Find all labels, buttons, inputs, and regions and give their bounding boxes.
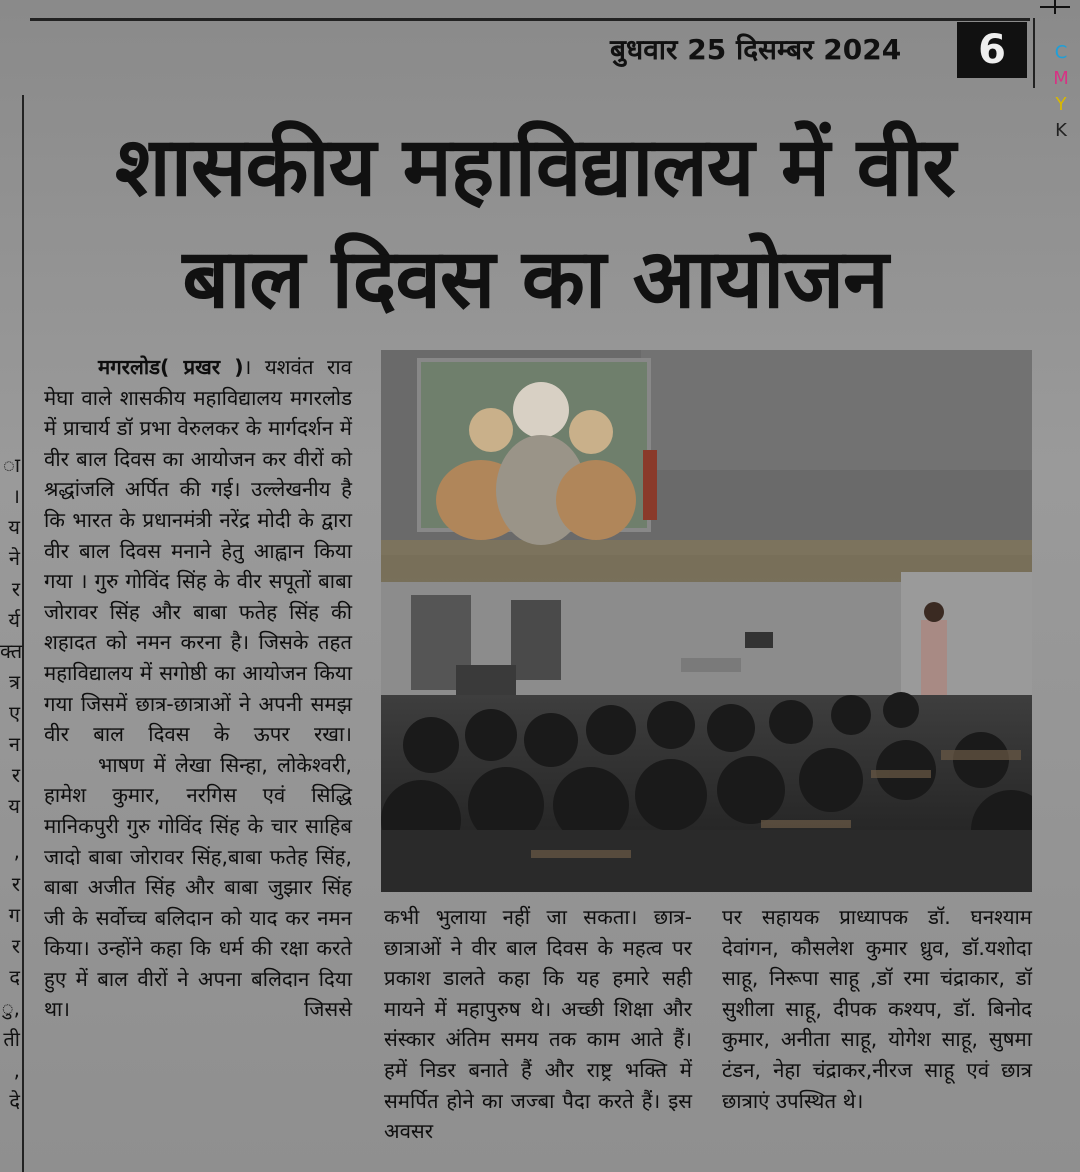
event-photo [381, 350, 1032, 892]
paragraph-2-text: भाषण में लेखा सिन्हा, लोकेश्वरी, हामेश कुमार, नरगिस एवं सिद्धि मानिकपुरी गुरु गोविंद सिंह के चार साहिब जादो बाबा जोरावर सिंह,बाबा फतेह सिंह, बाबा अजीत सिंह और बाबा जुझार सिंह जी के सर्वोच्च बलिदान को याद कर नमन किया। उन्होंने कहा कि धर्म की रक्षा करते हुए में बाल वीरों ने अपना बलिदान दिया था। जिससे [44, 752, 352, 1022]
fragment: । [12, 484, 20, 508]
top-border-rule [30, 18, 1030, 21]
right-border-rule [1033, 18, 1035, 88]
fragment: र [11, 763, 20, 787]
seminar-hall-photo-icon [381, 350, 1032, 892]
fragment: ने [8, 546, 20, 570]
fragment: , [13, 1058, 20, 1082]
fragment: द [9, 965, 20, 989]
fragment: न [8, 732, 20, 756]
lead-text: । यशवंत राव मेघा वाले शासकीय महाविद्यालय मगरलोड में प्राचार्य डॉ प्रभा वेरुलकर के मार्गदर्शन में वीर बाल दिवस का आयोजन कर वीरों को श्रद्धांजलि अर्पित की गई। उल्लेखनीय है कि भारत के प्रधानमंत्री नरेंद्र मोदी के द्वारा वीर बाल दिवस मनाने हेतु आह्वान किया गया । गुरु गोविंद सिंह के वीर सपूतों बाबा जोरावर सिंह और बाबा फतेह सिंह की शहादत को नमन करना है। जिसके तहत महाविद्यालय में सगोष्ठी का आयोजन किया गया जिसमें छात्र-छात्राओं ने अपनी समझ वीर बाल दिवस के ऊपर रखा। [44, 355, 352, 747]
cmyk-mark-y: Y [1055, 94, 1067, 115]
fragment: ा [2, 453, 20, 477]
fragment: क्त [0, 639, 23, 663]
page-number: 6 [957, 22, 1027, 78]
issue-date: बुधवार 25 दिसम्बर 2024 [610, 33, 902, 66]
cmyk-color-marks [1046, 40, 1076, 144]
article-column-1 [44, 352, 352, 1025]
fragment: ु, [1, 996, 20, 1020]
fragment: , [13, 839, 20, 863]
article-column-3 [722, 902, 1032, 1116]
fragment: ए [8, 701, 20, 725]
fragment: र्य [8, 608, 20, 632]
cmyk-mark-k: K [1055, 120, 1067, 141]
article-column-2 [384, 902, 692, 1147]
paragraph-2 [44, 750, 352, 1025]
fragment: य [8, 794, 20, 818]
fragment: त्र [8, 670, 20, 694]
fragment: र [11, 934, 20, 958]
cmyk-mark-c: C [1054, 42, 1068, 63]
article-headline [30, 112, 1040, 336]
previous-column-strip [0, 95, 30, 1172]
column-divider [22, 95, 24, 1172]
fragment: ग [8, 903, 20, 927]
headline-line-2: बाल दिवस का आयोजन [182, 232, 888, 327]
column-3-text: पर सहायक प्राध्यापक डॉ. घनश्याम देवांगन, कौसलेश कुमार ध्रुव, डॉ.यशोदा साहू, निरूपा साहू ,डॉ रमा चंद्राकार, डॉ सुशीला साहू, दीपक कश्यप, डॉ. बिनोद कुमार, अनीता साहू, योगेश साहू, सुषमा टंडन, नेहा चंद्राकर,नीरज साहू एवं छात्र छात्राएं उपस्थित थे। [722, 905, 1032, 1113]
fragment: दे [9, 1089, 20, 1113]
cmyk-mark-m: M [1053, 68, 1069, 89]
lead-paragraph [44, 352, 352, 750]
registration-mark-icon [1040, 0, 1070, 20]
fragment: र [11, 577, 20, 601]
fragment: य [8, 515, 20, 539]
fragment: र [11, 872, 20, 896]
column-2-text: कभी भुलाया नहीं जा सकता। छात्र-छात्राओं ने वीर बाल दिवस के महत्व पर प्रकाश डालते कहा कि यह हमारे सही मायने में महापुरुष थे। अच्छी शिक्षा और संस्कार अंतिम समय तक काम आते हैं। हमें निडर बनाते हैं और राष्ट्र भक्ति में समर्पित होने का जज्बा पैदा करते हैं। इस अवसर [384, 905, 692, 1144]
headline-line-1: शासकीय महाविद्यालय में वीर [115, 120, 955, 215]
dateline: मगरलोड( प्रखर ) [98, 355, 244, 379]
fragment: ती [3, 1027, 20, 1051]
